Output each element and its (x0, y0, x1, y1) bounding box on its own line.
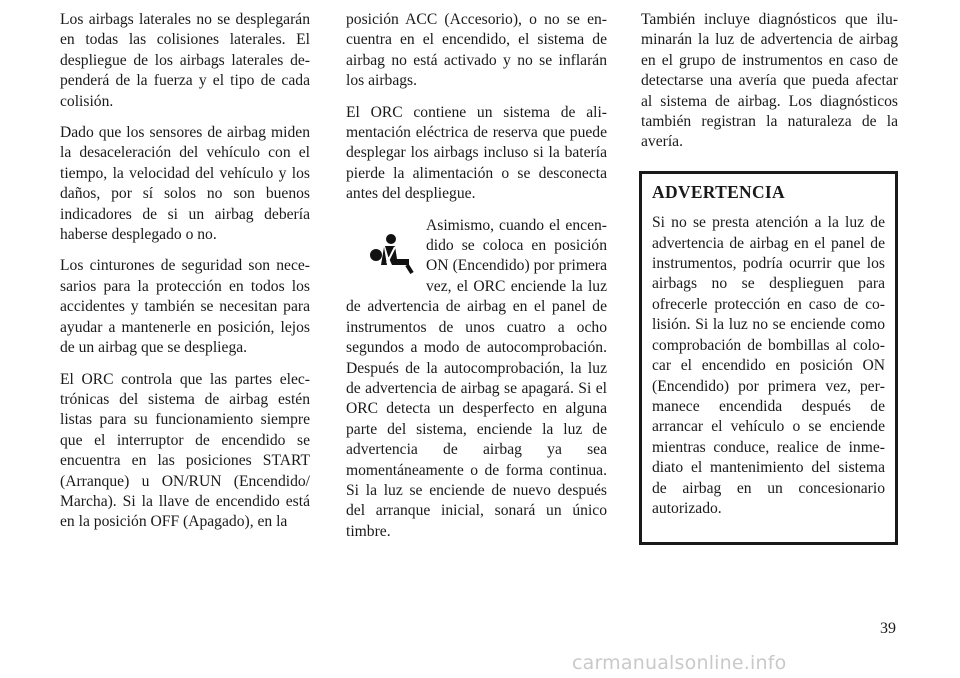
paragraph: También incluye diagnósticos que iluminarán la luz de advertencia de airbag en el grupo de instrumentos en caso de detectarse una avería que pueda afectar al sistema de airbag. Los diagnósticos también registran la naturaleza de la avería. (641, 11, 898, 151)
paragraph: El ORC contiene un sistema de alimentación eléctrica de reserva que puede desplegar los airbags incluso si la batería pierde la alimentación o se desconecta antes del despliegue. (346, 103, 607, 203)
icon-paragraph (346, 216, 607, 543)
text-column-2 (346, 10, 607, 553)
warning-title: ADVERTENCIA (652, 181, 785, 202)
warning-box (639, 171, 898, 546)
paragraph-text: Asimismo, cuando el encendido se coloca en posición ON (Encendido) por primera vez, el ORC enciende la luz de advertencia de airbag en el panel de instrumentos de unos cuatro a ocho segundos a modo de autocomprobación. Después de la autocomprobación, la luz de advertencia de airbag se apagará. Si el ORC detecta un desperfecto en alguna parte del sistema, enciende la luz de advertencia de airbag ya sea momentáneamente o de forma continua. Si la luz se enciende de nuevo después del arranque inicial, sonará un único timbre. (346, 216, 607, 540)
text-column-1 (60, 10, 310, 544)
warning-body: Si no se presta atención a la luz de advertencia de airbag en el panel de instrumentos, podría ocurrir que los airbags no se desplieguen para ofrecerle protección en caso de colisión. Si la luz no se enciende como comprobación de bombillas al colocar el encendido en posición ON (Encendido) por primera vez, permanece encendida después de arrancar el vehículo o se enciende mientras conduce, realice de inmediato el mantenimiento del sistema de airbag en un concesionario autorizado. (652, 214, 885, 517)
paragraph: Los cinturones de seguridad son necesarios para la protección en todos los accidentes y también se necesitan para ayudar a mantenerle en posición, lejos de un airbag que se despliega. (60, 257, 310, 357)
page-number: 39 (880, 620, 896, 637)
paragraph: Dado que los sensores de airbag miden la desaceleración del vehículo con el tiempo, la velocidad del vehículo y los daños, por sí solos no son buenos indicadores de si un airbag debería haberse desplegado o no. (60, 124, 310, 244)
watermark: carmanualsonline.info (572, 652, 787, 674)
paragraph: El ORC controla que las partes electrónicas del sistema de airbag estén listas para su funcionamiento siempre que el interruptor de encendido se encuentra en las posiciones START (Arranque) u ON/RUN (Encendido/ Marcha). Si la llave de encendido está en la posición OFF (Apagado), en la (60, 370, 310, 531)
paragraph: posición ACC (Accesorio), o no se encuentra en el encendido, el sistema de airbag no está activado y no se inflarán los airbags. (346, 11, 607, 90)
paragraph: Los airbags laterales no se desplegarán en todas las colisiones laterales. El despliegue de los airbags laterales dependerá de la fuerza y el tipo de cada colisión. (60, 11, 310, 110)
text-column-3 (641, 10, 898, 545)
airbag-warning-light-icon (368, 232, 416, 276)
